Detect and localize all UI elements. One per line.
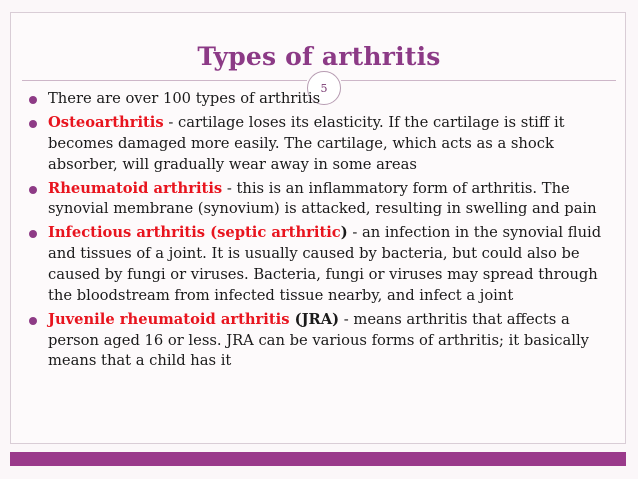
bullet-term: Infectious arthritis (septic arthritic — [48, 224, 341, 242]
bullet-icon — [29, 120, 37, 128]
bullet-term-extra: (JRA) — [289, 310, 340, 328]
list-item — [29, 89, 619, 110]
bullet-list — [29, 89, 619, 375]
list-item — [29, 179, 619, 221]
bullet-icon — [29, 186, 37, 194]
bullet-text: - means arthritis that affects a person aged 16 or less. JRA can be various forms of arthritis; it basically means that a child has it — [48, 310, 589, 370]
bullet-text: - an infection in the synovial fluid and tissues of a joint. It is usually caused by bacteria, but could also be caused by fungi or viruses. Bacteria, fungi or viruses may spread through the bloodstream from infected tissue nearby, and infect a joint — [48, 224, 602, 304]
bullet-term: Rheumatoid arthritis — [48, 179, 223, 197]
list-item — [29, 223, 619, 306]
bottom-accent-bar — [10, 452, 626, 466]
bullet-text: - this is an inflammatory form of arthritis. The synovial membrane (synovium) is attacked, resulting in swelling and pain — [48, 179, 597, 218]
title-rule-right — [341, 80, 616, 81]
bullet-text: - cartilage loses its elasticity. If the cartilage is stiff it becomes damaged more easily. The cartilage, which acts as a shock absorber, will gradually wear away in some areas — [48, 113, 565, 173]
bullet-text: There are over 100 types of arthritis — [48, 90, 321, 107]
bullet-icon — [29, 317, 37, 325]
bullet-term: Juvenile rheumatoid arthritis — [48, 310, 290, 328]
list-item — [29, 310, 619, 372]
bullet-icon — [29, 96, 37, 104]
slide-title: Types of arthritis — [197, 42, 441, 71]
bullet-term: Osteoarthritis — [48, 113, 164, 131]
bullet-term-suffix: ) — [340, 224, 348, 242]
title-rule-left — [22, 80, 307, 81]
page-number-badge: 5 — [307, 71, 341, 105]
list-item — [29, 113, 619, 175]
bullet-icon — [29, 230, 37, 238]
